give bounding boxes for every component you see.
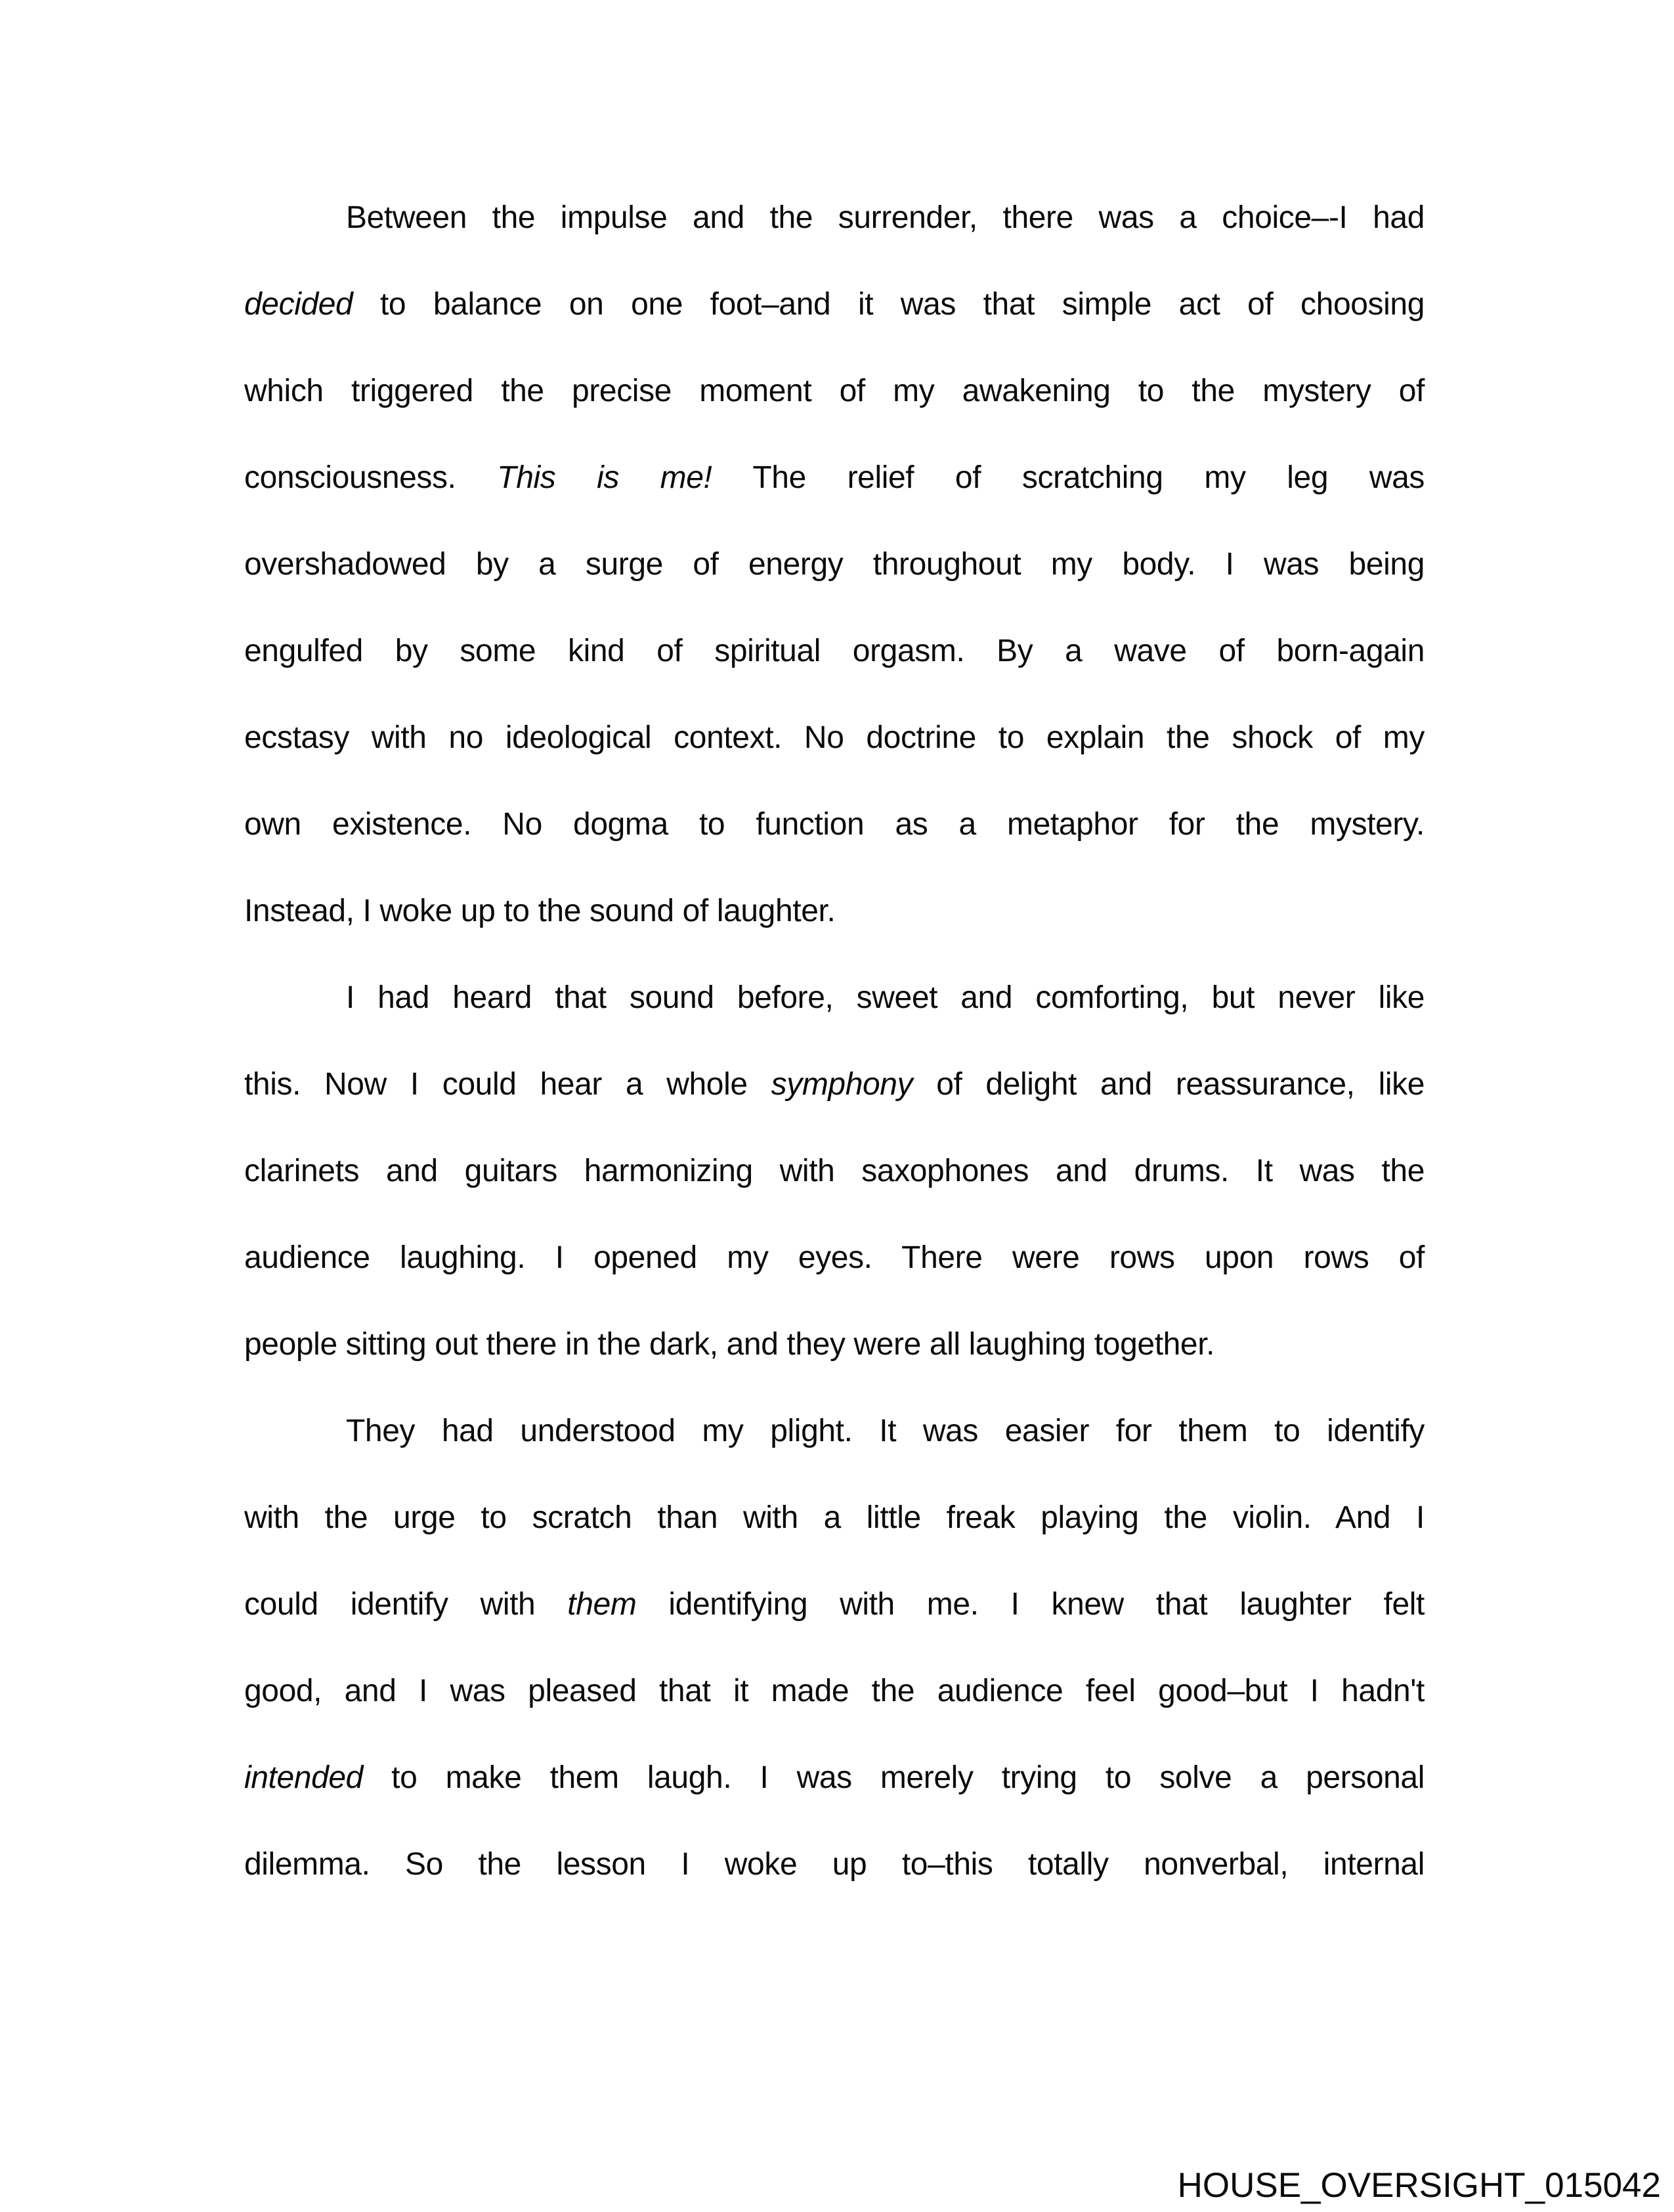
text-segment-italic: symphony xyxy=(771,1067,913,1102)
text-segment: with the urge to scratch than with a little freak playing the violin. And I xyxy=(244,1500,1425,1535)
text-line xyxy=(244,1821,1425,1908)
text-segment: could identify with xyxy=(244,1587,568,1622)
text-line xyxy=(244,695,1425,781)
text-segment: Between the impulse and the surrender, there was a choice–-I had xyxy=(346,200,1425,235)
text-segment-italic: decided xyxy=(244,287,353,322)
text-segment: which triggered the precise moment of my awakening to the mystery of xyxy=(244,374,1425,408)
text-line xyxy=(244,1041,1425,1128)
text-line xyxy=(244,781,1425,868)
text-segment: of delight and reassurance, like xyxy=(912,1067,1425,1102)
text-segment: people sitting out there in the dark, and they were all laughing together. xyxy=(244,1327,1215,1362)
text-segment: ecstasy with no ideological context. No doctrine to explain the shock of my xyxy=(244,720,1425,755)
text-segment: The relief of scratching my leg was xyxy=(712,460,1425,495)
text-line xyxy=(244,1735,1425,1821)
text-line xyxy=(244,955,1425,1041)
text-line xyxy=(244,1301,1425,1388)
document-body xyxy=(244,175,1425,1908)
text-segment: identifying with me. I knew that laughter felt xyxy=(636,1587,1425,1622)
text-segment-italic: intended xyxy=(244,1760,363,1795)
text-segment: own existence. No dogma to function as a metaphor for the mystery. xyxy=(244,807,1425,842)
text-line xyxy=(244,868,1425,955)
text-segment: audience laughing. I opened my eyes. There were rows upon rows of xyxy=(244,1240,1425,1275)
text-line xyxy=(244,175,1425,261)
bates-number: HOUSE_OVERSIGHT_015042 xyxy=(1177,2166,1661,2205)
text-segment: good, and I was pleased that it made the audience feel good–but I hadn't xyxy=(244,1674,1425,1708)
text-segment: clarinets and guitars harmonizing with saxophones and drums. It was the xyxy=(244,1154,1425,1188)
text-segment: overshadowed by a surge of energy throughout my body. I was being xyxy=(244,547,1425,582)
text-segment: consciousness. xyxy=(244,460,498,495)
text-segment: this. Now I could hear a whole xyxy=(244,1067,771,1102)
text-line xyxy=(244,348,1425,435)
text-line xyxy=(244,435,1425,521)
text-line xyxy=(244,608,1425,695)
text-line xyxy=(244,1561,1425,1648)
text-line xyxy=(244,1475,1425,1561)
text-segment: to make them laugh. I was merely trying to solve a personal xyxy=(362,1760,1425,1795)
text-segment-italic: them xyxy=(567,1587,637,1622)
text-line xyxy=(244,1388,1425,1475)
text-line xyxy=(244,261,1425,348)
text-segment: to balance on one foot–and it was that simple act of choosing xyxy=(353,287,1425,322)
text-segment: I had heard that sound before, sweet and comforting, but never like xyxy=(346,980,1425,1015)
text-segment: They had understood my plight. It was easier for them to identify xyxy=(346,1414,1425,1448)
text-segment: Instead, I woke up to the sound of laughter. xyxy=(244,894,836,928)
text-segment-italic: This is me! xyxy=(497,460,712,495)
text-line xyxy=(244,521,1425,608)
text-line xyxy=(244,1128,1425,1215)
text-segment: engulfed by some kind of spiritual orgasm. By a wave of born-again xyxy=(244,634,1425,668)
text-line xyxy=(244,1215,1425,1301)
text-segment: dilemma. So the lesson I woke up to–this totally nonverbal, internal xyxy=(244,1847,1425,1882)
text-line xyxy=(244,1648,1425,1735)
